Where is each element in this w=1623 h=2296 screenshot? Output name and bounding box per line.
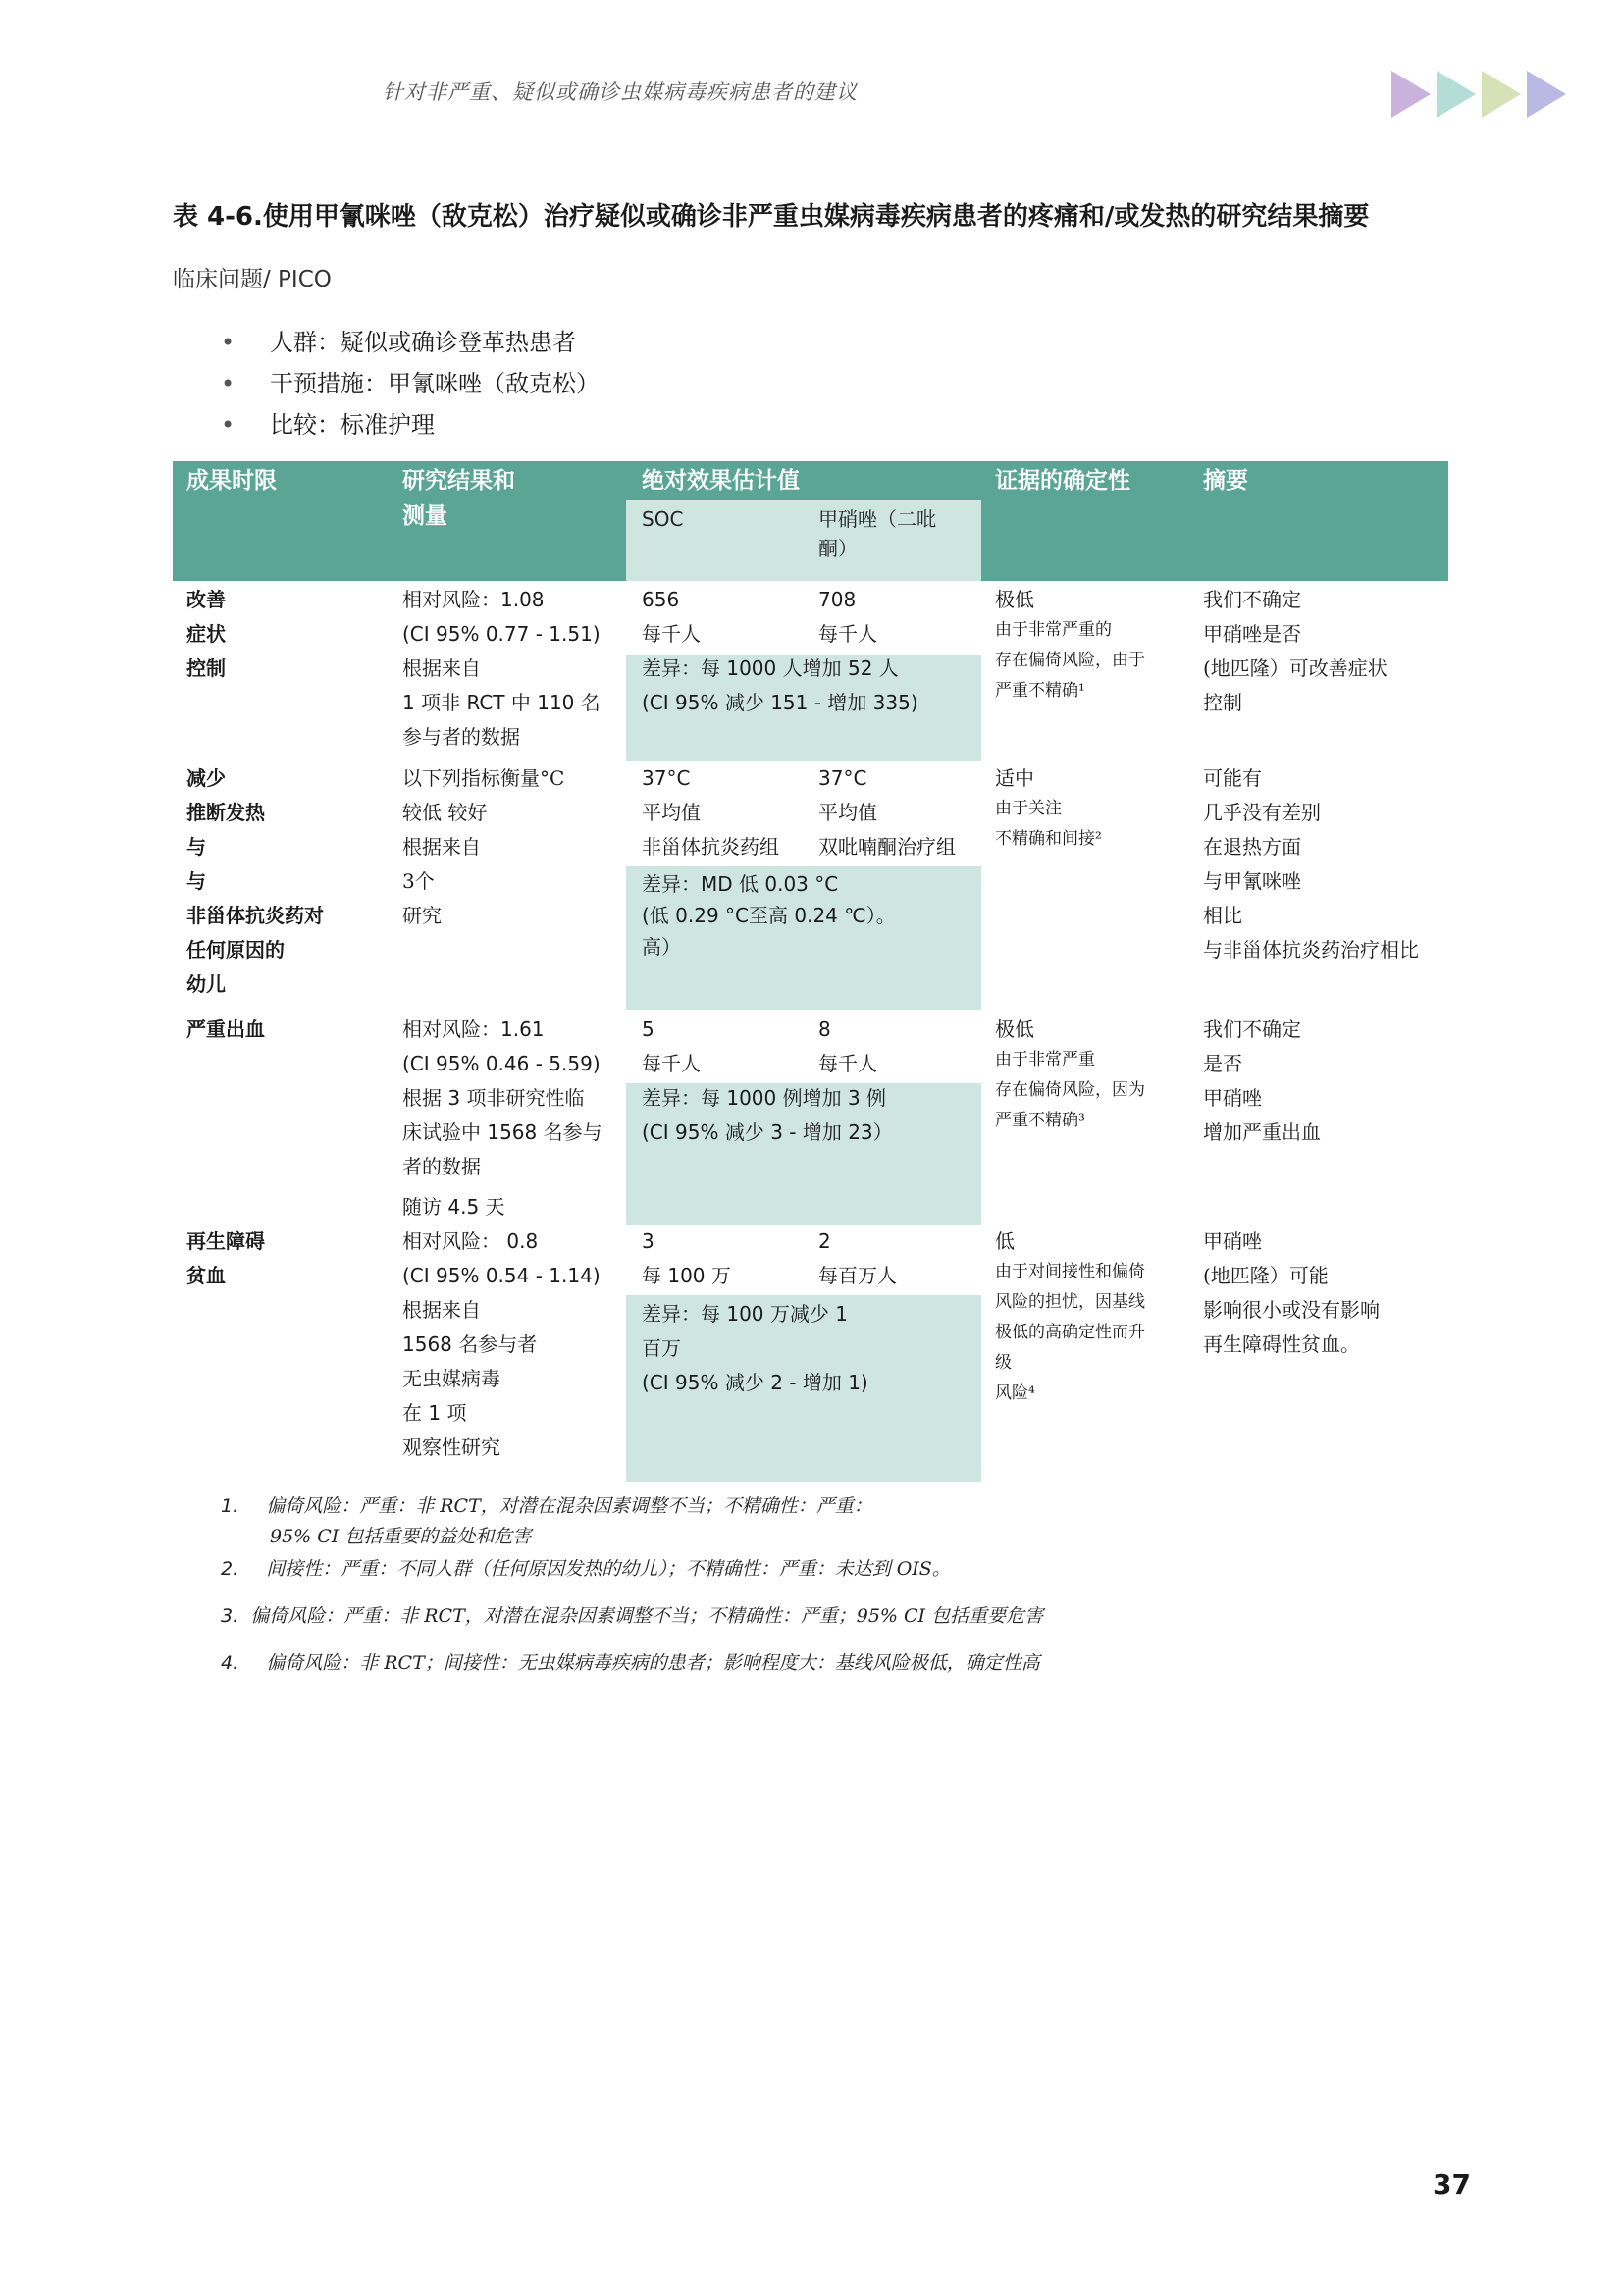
row3-certainty-l1: 极低 bbox=[995, 1018, 1034, 1041]
summary-table bbox=[173, 461, 1448, 1491]
header-summary: 摘要 bbox=[1203, 467, 1248, 494]
row2-certainty-l2: 由于关注 bbox=[995, 799, 1062, 818]
row2-drug-l2: 平均值 bbox=[818, 801, 877, 824]
row1-results bbox=[402, 583, 601, 755]
row4-certainty-l4: 极低的高确定性而升 bbox=[995, 1323, 1145, 1342]
row3-results-l6: 随访 4.5 天 bbox=[402, 1195, 505, 1219]
footnote-4 bbox=[221, 1648, 1040, 1675]
header-results-line2: 测量 bbox=[402, 502, 447, 529]
row3-results-l3: 根据 3 项非研究性临 bbox=[402, 1086, 585, 1110]
row2-outcome-l6: 任何原因的 bbox=[186, 938, 285, 962]
row4-certainty-l6: 风险⁴ bbox=[995, 1383, 1035, 1403]
row2-diff-l1: 差异：MD 低 0.03 °C bbox=[642, 872, 839, 896]
row3-summary-l3: 甲硝唑 bbox=[1203, 1086, 1262, 1110]
header-absolute: 绝对效果估计值 bbox=[642, 467, 800, 494]
row3-certainty-l4: 严重不精确³ bbox=[995, 1111, 1085, 1130]
row3-results-l5: 者的数据 bbox=[402, 1155, 481, 1178]
row1-outcome-l1: 改善 bbox=[186, 588, 226, 611]
row2-soc-l3: 非甾体抗炎药组 bbox=[642, 835, 779, 859]
header-drug-line1: 甲硝唑（二吡 bbox=[818, 507, 936, 531]
row1-soc-l2: 每千人 bbox=[642, 622, 701, 646]
footnote-2 bbox=[221, 1554, 951, 1581]
row2-outcome-l7: 幼儿 bbox=[186, 972, 226, 996]
row3-summary-l1: 我们不确定 bbox=[1203, 1018, 1301, 1041]
row4-diff-l3: (CI 95% 减少 2 - 增加 1) bbox=[642, 1371, 868, 1394]
row3-outcome-l1: 严重出血 bbox=[186, 1018, 265, 1041]
row2-summary-l6: 与非甾体抗炎药治疗相比 bbox=[1203, 938, 1419, 962]
header-outcome: 成果时限 bbox=[186, 467, 277, 494]
row3-outcome bbox=[186, 1013, 265, 1047]
row1-results-l4: 1 项非 RCT 中 110 名 bbox=[402, 691, 601, 714]
row4-summary bbox=[1203, 1225, 1380, 1362]
pico-intervention: • 干预措施：甲氰咪唑（敌克松） bbox=[221, 363, 600, 404]
row4-summary-l1: 甲硝唑 bbox=[1203, 1229, 1262, 1253]
footnote-2-line1: 间接性：严重：不同人群（任何原因发热的幼儿）；不精确性：严重：未达到 OIS。 bbox=[266, 1558, 951, 1580]
row2-soc-l2: 平均值 bbox=[642, 801, 701, 824]
row2-outcome-l2: 推断发热 bbox=[186, 801, 265, 824]
footnote-1-num: 1. bbox=[221, 1495, 239, 1517]
row4-diff-l1: 差异：每 100 万减少 1 bbox=[642, 1302, 848, 1326]
row2-outcome-l3: 与 bbox=[186, 835, 206, 859]
row1-drug bbox=[818, 583, 877, 652]
row1-outcome bbox=[186, 583, 226, 686]
row1-soc-l1: 656 bbox=[642, 588, 680, 611]
row2-drug-l3: 双吡喃酮治疗组 bbox=[818, 835, 956, 859]
row1-summary bbox=[1203, 583, 1387, 720]
row4-soc-l2: 每 100 万 bbox=[642, 1264, 731, 1287]
row4-results-l5: 无虫媒病毒 bbox=[402, 1367, 500, 1390]
footnote-1 bbox=[221, 1491, 872, 1548]
row2-summary bbox=[1203, 761, 1419, 967]
row1-summary-l1: 我们不确定 bbox=[1203, 588, 1301, 611]
row2-certainty-l1: 适中 bbox=[995, 766, 1034, 790]
row3-drug bbox=[818, 1013, 877, 1081]
row2-diff-l2: (低 0.29 °C至高 0.24 ℃）。 bbox=[642, 904, 896, 927]
row3-soc bbox=[642, 1013, 701, 1081]
arrow-3-icon bbox=[1482, 71, 1521, 118]
row4-certainty-l5: 级 bbox=[995, 1353, 1012, 1373]
row2-certainty-l3: 不精确和间接² bbox=[995, 829, 1102, 849]
row4-soc bbox=[642, 1225, 731, 1293]
row3-certainty bbox=[995, 1015, 1145, 1136]
row3-results-l1: 相对风险：1.61 bbox=[402, 1018, 545, 1041]
header-drug-line2: 酮） bbox=[818, 537, 858, 560]
row2-outcome-l5: 非甾体抗炎药对 bbox=[186, 904, 324, 927]
row4-summary-l4: 再生障碍性贫血。 bbox=[1203, 1332, 1360, 1356]
row2-certainty bbox=[995, 763, 1102, 855]
row2-summary-l4: 与甲氰咪唑 bbox=[1203, 869, 1301, 893]
row1-results-l2: (CI 95% 0.77 - 1.51) bbox=[402, 622, 601, 646]
row2-results-l4: 3个 bbox=[402, 869, 435, 893]
running-title: 针对非严重、疑似或确诊虫媒病毒疾病患者的建议 bbox=[383, 80, 858, 104]
pico-label: 临床问题/ PICO bbox=[173, 267, 332, 292]
row2-results-l2: 较低 较好 bbox=[402, 801, 488, 824]
table-title: 表 4-6.使用甲氰咪唑（敌克松）治疗疑似或确诊非严重虫媒病毒疾病患者的疼痛和/或发热的研究结果摘要 bbox=[173, 202, 1370, 232]
row1-outcome-l3: 控制 bbox=[186, 656, 226, 680]
row2-soc bbox=[642, 761, 779, 864]
row1-diff-l2: (CI 95% 减少 151 - 增加 335) bbox=[642, 691, 918, 714]
row2-soc-l1: 37°C bbox=[642, 766, 691, 790]
row2-summary-l3: 在退热方面 bbox=[1203, 835, 1301, 859]
row4-results-l7: 观察性研究 bbox=[402, 1435, 500, 1459]
row4-drug-l2: 每百万人 bbox=[818, 1264, 897, 1287]
row2-results-l1: 以下列指标衡量°C bbox=[402, 766, 565, 790]
row1-drug-l1: 708 bbox=[818, 588, 857, 611]
row4-summary-l3: 影响很小或没有影响 bbox=[1203, 1298, 1380, 1322]
row1-results-l3: 根据来自 bbox=[402, 656, 481, 680]
row3-certainty-l3: 存在偏倚风险，因为 bbox=[995, 1080, 1145, 1100]
row4-results bbox=[402, 1225, 601, 1465]
footnote-3 bbox=[221, 1601, 1043, 1628]
pico-comparison: • 比较：标准护理 bbox=[221, 404, 600, 445]
row1-diff bbox=[642, 652, 918, 720]
row3-results-l4: 床试验中 1568 名参与 bbox=[402, 1121, 602, 1144]
pico-population: • 人群：疑似或确诊登革热患者 bbox=[221, 322, 600, 363]
row3-drug-l1: 8 bbox=[818, 1018, 831, 1041]
row4-certainty-l2: 由于对间接性和偏倚 bbox=[995, 1262, 1145, 1281]
row4-soc-l1: 3 bbox=[642, 1229, 654, 1253]
row4-results-l3: 根据来自 bbox=[402, 1298, 481, 1322]
row4-certainty-l1: 低 bbox=[995, 1229, 1015, 1253]
row3-summary-l2: 是否 bbox=[1203, 1052, 1242, 1075]
row1-summary-l3: (地匹隆）可改善症状 bbox=[1203, 656, 1387, 680]
header-certainty: 证据的确定性 bbox=[995, 467, 1130, 494]
page-number: 37 bbox=[1433, 2168, 1471, 2201]
row3-drug-l2: 每千人 bbox=[818, 1052, 877, 1075]
header-soc: SOC bbox=[642, 507, 684, 531]
row3-results bbox=[402, 1013, 602, 1225]
row3-certainty-l2: 由于非常严重 bbox=[995, 1050, 1095, 1070]
row1-diff-l1: 差异：每 1000 人增加 52 人 bbox=[642, 656, 899, 680]
row1-certainty-l3: 存在偏倚风险，由于 bbox=[995, 651, 1145, 670]
decorative-arrows-icon bbox=[1391, 69, 1578, 120]
row2-diff bbox=[642, 868, 896, 963]
row2-results bbox=[402, 761, 564, 933]
row4-outcome-l2: 贫血 bbox=[186, 1264, 226, 1287]
header-results bbox=[402, 463, 515, 534]
row2-results-l3: 根据来自 bbox=[402, 835, 481, 859]
pico-list bbox=[221, 322, 600, 445]
row3-diff bbox=[642, 1081, 893, 1150]
row2-outcome-l4: 与 bbox=[186, 869, 206, 893]
row4-drug bbox=[818, 1225, 897, 1293]
row3-summary-l4: 增加严重出血 bbox=[1203, 1121, 1321, 1144]
row2-summary-l1: 可能有 bbox=[1203, 766, 1262, 790]
row2-results-l5: 研究 bbox=[402, 904, 442, 927]
footnote-1-line2: 95% CI 包括重要的益处和危害 bbox=[270, 1526, 532, 1547]
row1-certainty-l1: 极低 bbox=[995, 588, 1034, 611]
row1-results-l1: 相对风险：1.08 bbox=[402, 588, 545, 611]
row3-soc-l1: 5 bbox=[642, 1018, 654, 1041]
footnote-1-line1: 偏倚风险：严重：非 RCT，对潜在混杂因素调整不当；不精确性：严重： bbox=[266, 1495, 872, 1517]
row3-diff-l1: 差异：每 1000 例增加 3 例 bbox=[642, 1086, 887, 1110]
row1-certainty-l2: 由于非常严重的 bbox=[995, 620, 1112, 640]
row2-diff-l3: 高） bbox=[642, 935, 681, 959]
row4-diff-l2: 百万 bbox=[642, 1336, 681, 1360]
row3-soc-l2: 每千人 bbox=[642, 1052, 701, 1075]
row4-certainty-l3: 风险的担忧，因基线 bbox=[995, 1292, 1145, 1312]
row4-certainty bbox=[995, 1226, 1145, 1409]
row4-drug-l1: 2 bbox=[818, 1229, 831, 1253]
row1-summary-l2: 甲硝唑是否 bbox=[1203, 622, 1301, 646]
row1-certainty-l4: 严重不精确¹ bbox=[995, 681, 1085, 701]
row4-results-l1: 相对风险： 0.8 bbox=[402, 1229, 539, 1253]
row1-results-l5: 参与者的数据 bbox=[402, 725, 520, 749]
footnote-4-line1: 偏倚风险：非 RCT；间接性：无虫媒病毒疾病的患者；影响程度大：基线风险极低，确定性高 bbox=[266, 1652, 1040, 1674]
row1-soc bbox=[642, 583, 701, 652]
row4-results-l4: 1568 名参与者 bbox=[402, 1332, 538, 1356]
row2-drug-l1: 37°C bbox=[818, 766, 867, 790]
row1-certainty bbox=[995, 585, 1145, 706]
row1-drug-l2: 每千人 bbox=[818, 622, 877, 646]
row4-results-l2: (CI 95% 0.54 - 1.14) bbox=[402, 1264, 601, 1287]
arrow-4-icon bbox=[1527, 71, 1566, 118]
row3-diff-l2: (CI 95% 减少 3 - 增加 23） bbox=[642, 1121, 893, 1144]
row2-summary-l5: 相比 bbox=[1203, 904, 1242, 927]
row2-outcome bbox=[186, 761, 324, 1002]
footnote-4-num: 4. bbox=[221, 1652, 239, 1674]
row4-diff bbox=[642, 1297, 868, 1400]
footnote-3-num: 3. bbox=[221, 1605, 239, 1627]
row1-outcome-l2: 症状 bbox=[186, 622, 226, 646]
page-header bbox=[0, 0, 1623, 128]
row2-outcome-l1: 减少 bbox=[186, 766, 226, 790]
row3-results-l2: (CI 95% 0.46 - 5.59) bbox=[402, 1052, 601, 1075]
footnote-3-line1: 偏倚风险：严重：非 RCT，对潜在混杂因素调整不当；不精确性：严重；95% CI 包括重要危害 bbox=[250, 1605, 1044, 1627]
row4-outcome bbox=[186, 1225, 265, 1293]
row4-outcome-l1: 再生障碍 bbox=[186, 1229, 265, 1253]
row4-results-l6: 在 1 项 bbox=[402, 1401, 467, 1425]
row2-drug bbox=[818, 761, 956, 864]
header-results-line1: 研究结果和 bbox=[402, 467, 515, 494]
row2-summary-l2: 几乎没有差别 bbox=[1203, 801, 1321, 824]
row3-summary bbox=[1203, 1013, 1321, 1150]
arrow-1-icon bbox=[1391, 71, 1431, 118]
header-drug bbox=[818, 504, 936, 563]
footnote-2-num: 2. bbox=[221, 1558, 239, 1580]
row1-summary-l4: 控制 bbox=[1203, 691, 1242, 714]
arrow-2-icon bbox=[1437, 71, 1476, 118]
row4-summary-l2: (地匹隆）可能 bbox=[1203, 1264, 1329, 1287]
